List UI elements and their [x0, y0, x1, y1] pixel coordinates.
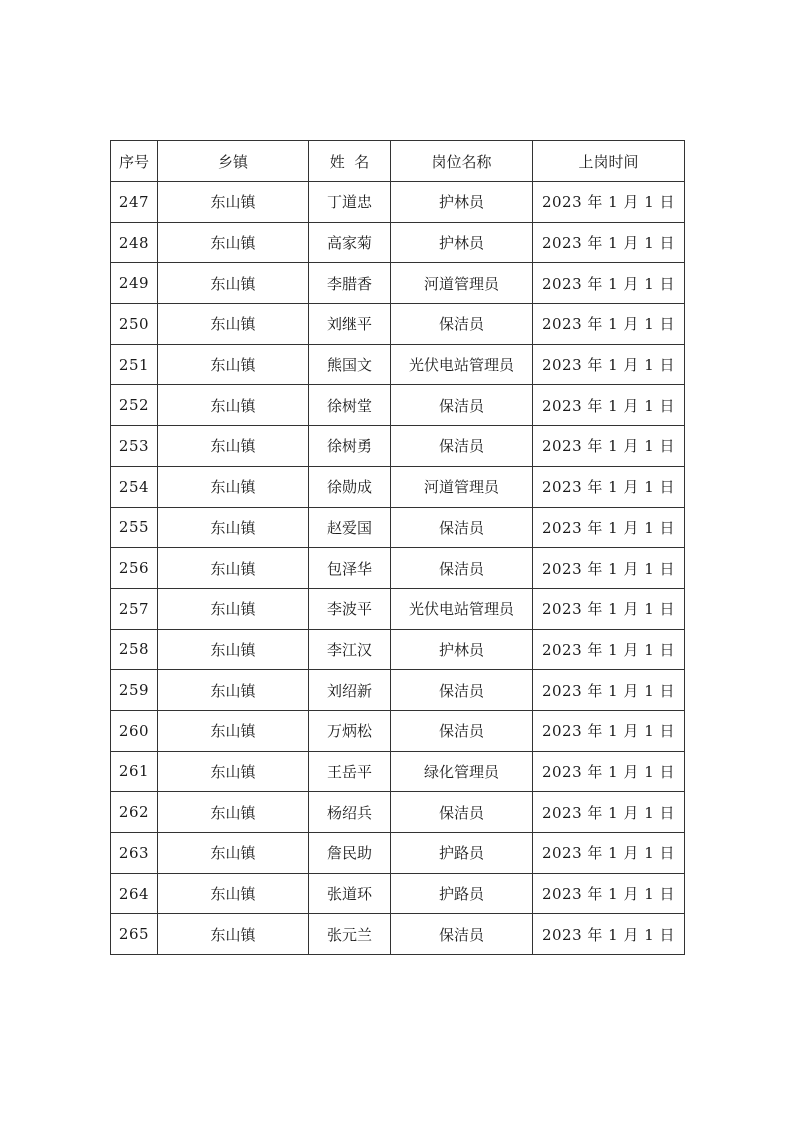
cell-serial-number: 256 — [111, 548, 158, 589]
table-row — [111, 263, 685, 304]
cell-serial-number: 264 — [111, 873, 158, 914]
header-serial-number: 序号 — [111, 141, 158, 182]
table-row — [111, 304, 685, 345]
table-row — [111, 629, 685, 670]
cell-township: 东山镇 — [158, 222, 309, 263]
cell-position: 光伏电站管理员 — [391, 344, 533, 385]
cell-position: 保洁员 — [391, 304, 533, 345]
cell-township: 东山镇 — [158, 385, 309, 426]
table-row — [111, 751, 685, 792]
cell-township: 东山镇 — [158, 670, 309, 711]
cell-name: 赵爱国 — [309, 507, 391, 548]
cell-start-date: 2023 年 1 月 1 日 — [533, 344, 685, 385]
cell-name: 张元兰 — [309, 914, 391, 955]
table-row — [111, 548, 685, 589]
table-row — [111, 914, 685, 955]
cell-start-date: 2023 年 1 月 1 日 — [533, 385, 685, 426]
cell-position: 保洁员 — [391, 426, 533, 467]
cell-name: 张道环 — [309, 873, 391, 914]
table-row — [111, 222, 685, 263]
table-row — [111, 385, 685, 426]
cell-serial-number: 265 — [111, 914, 158, 955]
cell-position: 护路员 — [391, 833, 533, 874]
cell-serial-number: 250 — [111, 304, 158, 345]
cell-name: 李腊香 — [309, 263, 391, 304]
cell-start-date: 2023 年 1 月 1 日 — [533, 833, 685, 874]
table-row — [111, 507, 685, 548]
cell-name: 李波平 — [309, 588, 391, 629]
cell-start-date: 2023 年 1 月 1 日 — [533, 222, 685, 263]
cell-start-date: 2023 年 1 月 1 日 — [533, 263, 685, 304]
table-row — [111, 710, 685, 751]
cell-serial-number: 255 — [111, 507, 158, 548]
cell-township: 东山镇 — [158, 833, 309, 874]
cell-start-date: 2023 年 1 月 1 日 — [533, 751, 685, 792]
cell-name: 刘继平 — [309, 304, 391, 345]
cell-start-date: 2023 年 1 月 1 日 — [533, 670, 685, 711]
table-row — [111, 344, 685, 385]
cell-township: 东山镇 — [158, 914, 309, 955]
cell-serial-number: 252 — [111, 385, 158, 426]
cell-start-date: 2023 年 1 月 1 日 — [533, 914, 685, 955]
cell-township: 东山镇 — [158, 466, 309, 507]
cell-start-date: 2023 年 1 月 1 日 — [533, 710, 685, 751]
cell-serial-number: 247 — [111, 182, 158, 223]
cell-township: 东山镇 — [158, 588, 309, 629]
cell-name: 徐勋成 — [309, 466, 391, 507]
cell-position: 护林员 — [391, 222, 533, 263]
cell-start-date: 2023 年 1 月 1 日 — [533, 507, 685, 548]
cell-start-date: 2023 年 1 月 1 日 — [533, 426, 685, 467]
cell-name: 徐树堂 — [309, 385, 391, 426]
header-start-date: 上岗时间 — [533, 141, 685, 182]
cell-position: 护林员 — [391, 629, 533, 670]
cell-township: 东山镇 — [158, 629, 309, 670]
table-row — [111, 792, 685, 833]
cell-start-date: 2023 年 1 月 1 日 — [533, 792, 685, 833]
cell-start-date: 2023 年 1 月 1 日 — [533, 629, 685, 670]
cell-serial-number: 248 — [111, 222, 158, 263]
header-township: 乡镇 — [158, 141, 309, 182]
cell-name: 熊国文 — [309, 344, 391, 385]
cell-name: 杨绍兵 — [309, 792, 391, 833]
cell-position: 保洁员 — [391, 670, 533, 711]
cell-township: 东山镇 — [158, 304, 309, 345]
cell-name: 包泽华 — [309, 548, 391, 589]
cell-start-date: 2023 年 1 月 1 日 — [533, 304, 685, 345]
cell-serial-number: 251 — [111, 344, 158, 385]
table-row — [111, 670, 685, 711]
cell-serial-number: 261 — [111, 751, 158, 792]
table-row — [111, 833, 685, 874]
cell-serial-number: 263 — [111, 833, 158, 874]
cell-name: 徐树勇 — [309, 426, 391, 467]
cell-serial-number: 262 — [111, 792, 158, 833]
cell-township: 东山镇 — [158, 548, 309, 589]
cell-township: 东山镇 — [158, 263, 309, 304]
cell-position: 保洁员 — [391, 914, 533, 955]
cell-township: 东山镇 — [158, 751, 309, 792]
cell-township: 东山镇 — [158, 507, 309, 548]
header-name: 姓 名 — [309, 141, 391, 182]
cell-serial-number: 249 — [111, 263, 158, 304]
cell-name: 刘绍新 — [309, 670, 391, 711]
cell-serial-number: 258 — [111, 629, 158, 670]
header-position: 岗位名称 — [391, 141, 533, 182]
cell-position: 护路员 — [391, 873, 533, 914]
cell-name: 丁道忠 — [309, 182, 391, 223]
table-row — [111, 182, 685, 223]
cell-position: 保洁员 — [391, 548, 533, 589]
cell-name: 高家菊 — [309, 222, 391, 263]
cell-township: 东山镇 — [158, 426, 309, 467]
cell-name: 李江汉 — [309, 629, 391, 670]
cell-start-date: 2023 年 1 月 1 日 — [533, 873, 685, 914]
table-row — [111, 426, 685, 467]
cell-position: 保洁员 — [391, 507, 533, 548]
cell-position: 河道管理员 — [391, 466, 533, 507]
cell-serial-number: 254 — [111, 466, 158, 507]
cell-position: 保洁员 — [391, 792, 533, 833]
cell-township: 东山镇 — [158, 710, 309, 751]
cell-township: 东山镇 — [158, 873, 309, 914]
cell-start-date: 2023 年 1 月 1 日 — [533, 548, 685, 589]
cell-serial-number: 259 — [111, 670, 158, 711]
cell-township: 东山镇 — [158, 344, 309, 385]
cell-serial-number: 260 — [111, 710, 158, 751]
staff-roster-table — [110, 140, 685, 955]
cell-position: 保洁员 — [391, 385, 533, 426]
table-row — [111, 873, 685, 914]
cell-township: 东山镇 — [158, 792, 309, 833]
cell-position: 绿化管理员 — [391, 751, 533, 792]
table-header — [111, 141, 685, 182]
table-body — [111, 182, 685, 955]
cell-start-date: 2023 年 1 月 1 日 — [533, 182, 685, 223]
table-row — [111, 466, 685, 507]
cell-start-date: 2023 年 1 月 1 日 — [533, 466, 685, 507]
cell-position: 护林员 — [391, 182, 533, 223]
table-row — [111, 588, 685, 629]
cell-position: 保洁员 — [391, 710, 533, 751]
header-row — [111, 141, 685, 182]
cell-serial-number: 253 — [111, 426, 158, 467]
cell-position: 光伏电站管理员 — [391, 588, 533, 629]
cell-name: 万炳松 — [309, 710, 391, 751]
cell-name: 王岳平 — [309, 751, 391, 792]
cell-position: 河道管理员 — [391, 263, 533, 304]
cell-name: 詹民助 — [309, 833, 391, 874]
cell-serial-number: 257 — [111, 588, 158, 629]
cell-start-date: 2023 年 1 月 1 日 — [533, 588, 685, 629]
cell-township: 东山镇 — [158, 182, 309, 223]
